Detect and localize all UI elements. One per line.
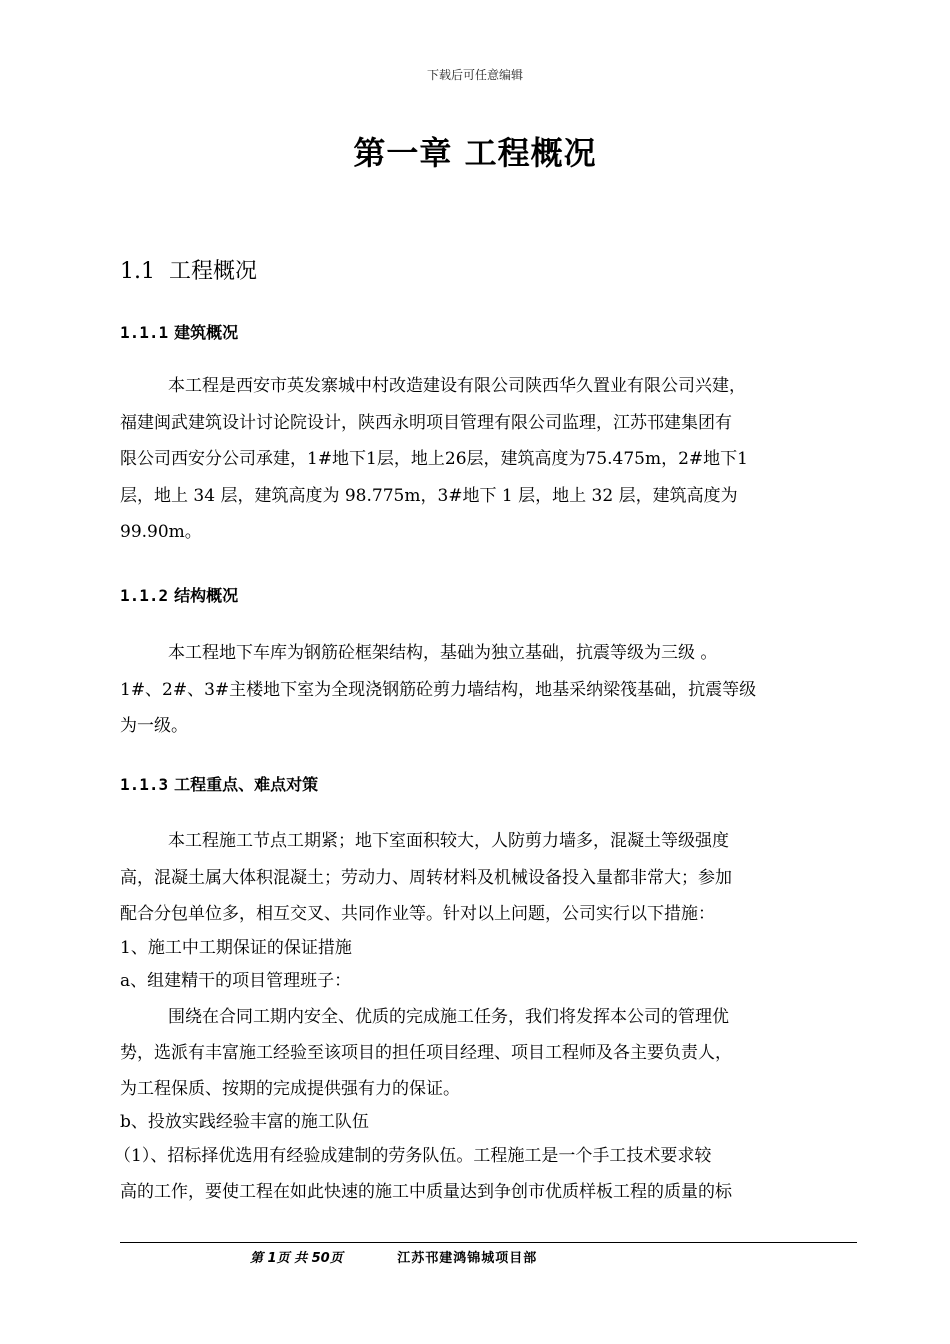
header-note: 下载后可任意编辑 [426,68,523,82]
paragraph-building-overview [120,368,832,551]
subsection-number: 1.1.2 [120,586,169,605]
subsection-number: 1.1.3 [120,775,169,794]
section-title-text: 工程概况 [169,259,258,284]
paragraph-line: b、投放实践经验丰富的施工队伍 [120,1111,369,1132]
paragraph-line: 配合分包单位多，相互交叉、共同作业等。针对以上问题，公司实行以下措施： [120,904,715,924]
subsection-title-text: 建筑概况 [174,323,239,342]
paragraph-line: 福建闽武建筑设计讨论院设计，陕西永明项目管理有限公司监理，江苏邗建集团有 [120,412,732,433]
subsection-title-3 [120,772,318,795]
paragraph-structure-overview [120,635,832,745]
paragraph-line: 限公司西安分公司承建，1#地下1层，地上26层，建筑高度为75.475m，2#地下1 [120,449,748,469]
footer-company: 江苏邗建鸿锦城项目部 [397,1251,538,1266]
subsection-title-text: 工程重点、难点对策 [174,775,319,794]
paragraph-line: 本工程是西安市英发寨城中村改造建设有限公司陕西华久置业有限公司兴建， [168,376,746,396]
paragraph-line: 高，混凝土属大体积混凝土；劳动力、周转材料及机械设备投入量都非常大；参加 [120,867,732,888]
paragraph-line: 高的工作，要使工程在如此快速的施工中质量达到争创市优质样板工程的质量的标 [120,1182,732,1202]
paragraph-line: 围绕在合同工期内安全、优质的完成施工任务，我们将发挥本公司的管理优 [168,1006,729,1027]
chapter-title: 第一章 工程概况 [353,134,597,172]
paragraph-line: 为工程保质、按期的完成提供强有力的保证。 [120,1078,460,1099]
paragraph-line: 99.90m。 [120,522,202,542]
page-footer [250,1247,537,1266]
page-number: 第 1页 共 50页 [250,1251,343,1266]
subsection-title-text: 结构概况 [174,586,239,605]
paragraph-line: （1）、招标择优选用有经验成建制的劳务队伍。工程施工是一个手工技术要求较 [114,1145,712,1166]
paragraph-line: 为一级。 [120,716,188,736]
subsection-title-1 [120,320,238,343]
paragraph-line: a、组建精干的项目管理班子： [120,970,352,991]
paragraph-key-difficulties [114,823,832,1211]
section-number: 1.1 [120,259,155,284]
subsection-number: 1.1.1 [120,323,169,342]
section-title [120,254,257,285]
paragraph-line: 1#、2#、3#主楼地下室为全现浇钢筋砼剪力墙结构，地基采纳梁筏基础，抗震等级 [120,679,757,700]
paragraph-line: 势，选派有丰富施工经验至该项目的担任项目经理、项目工程师及各主要负责人， [120,1043,732,1063]
paragraph-line: 本工程地下车库为钢筋砼框架结构，基础为独立基础，抗震等级为三级 。 [168,643,718,663]
paragraph-line: 本工程施工节点工期紧；地下室面积较大，人防剪力墙多，混凝土等级强度 [168,831,729,851]
paragraph-line: 1、施工中工期保证的保证措施 [120,937,352,958]
subsection-title-2 [120,583,238,606]
paragraph-line: 层，地上 34 层，建筑高度为 98.775m，3#地下 1 层，地上 32 层，建筑高度为 [120,485,738,506]
footer-rule [120,1242,857,1243]
